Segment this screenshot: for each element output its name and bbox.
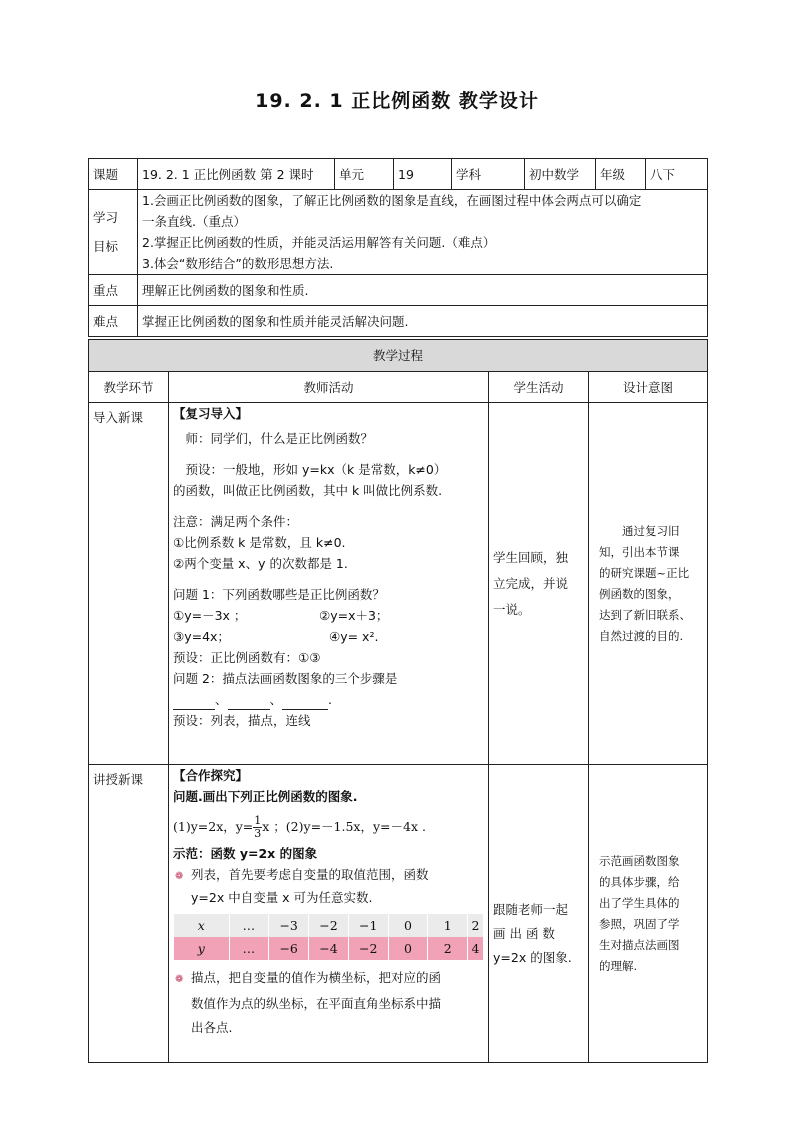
grade-label: 年级 [596,159,646,190]
table-cell: −4 [309,937,349,960]
table-cell: 0 [388,914,428,937]
header-stage: 教学环节 [89,372,169,403]
table-cell: y [174,937,230,960]
table-cell: −2 [309,914,349,937]
demo-heading: 示范：函数 y=2x 的图象 [173,846,318,861]
subject-value: 初中数学 [525,159,596,190]
student-activity-intro: 学生回顾，独 立完成，并说 一说。 [489,403,589,765]
unit-label: 单元 [335,159,394,190]
unit-value: 19 [394,159,452,190]
review-heading: 【复习导入】 [173,406,249,421]
goal-2: 2.掌握正比例函数的性质，并能灵活运用解答有关问题.（难点） [142,235,496,250]
key-value: 理解正比例函数的图象和性质. [138,275,708,306]
goals-content [138,190,708,275]
table-cell: −1 [348,914,388,937]
table-cell: 4 [468,937,484,960]
values-table [173,914,484,960]
table-cell: 2 [468,914,484,937]
goal-3: 3.体会“数形结合”的数形思想方法. [142,256,334,271]
problem-statement: 问题.画出下列正比例函数的图象. [173,789,358,804]
fraction-one-third: $\frac{1}{3}$ [254,814,262,840]
teaching-process-table [88,339,708,1063]
table-cell: 1 [428,914,468,937]
course-value: 19. 2. 1 正比例函数 第 2 课时 [138,159,335,190]
grade-value: 八下 [646,159,708,190]
goals-label: 学习 目标 [89,190,138,275]
table-cell: −2 [348,937,388,960]
table-cell: x [174,914,230,937]
explore-heading: 【合作探究】 [173,768,249,783]
header-student: 学生活动 [489,372,589,403]
values-table-x-row [174,914,484,937]
table-cell: … [229,937,269,960]
teacher-activity-lecture: 【合作探究】 问题.画出下列正比例函数的图象. (1)y=2x，y= $\frac{1}{3}$ x ；(2)y=－1.5x，y=－4x . 示范：函数 y=2x 的图象 ❁ 列表，首先要考虑自变量的取值范围，函数 y=2x 中自变量 x 可为任意实数. x … −3 −2 −1 0 1 2 y … −6 −4 −2 0 2 4 ❁ 描点，把自变量的值作为横坐标，把对应的函 数值作为点的纵坐标，在平面直角坐标系中描 出各点. [169,765,489,1063]
header-teacher: 教师活动 [169,372,489,403]
table-cell: −3 [269,914,309,937]
header-intent: 设计意图 [589,372,708,403]
student-activity-lecture: 跟随老师一起 画 出 函 数 y=2x 的图象. [489,765,589,1063]
teacher-activity-intro: 【复习导入】 师：同学们，什么是正比例函数？ 预设：一般地，形如 y=kx（k 是常数，k≠0） 的函数，叫做正比例函数，其中 k 叫做比例系数. 注意：满足两个条件： ①比例系数 k 是常数，且 k≠0. ②两个变量 x、y 的次数都是 1. 问题 1：下列函数哪些是正比例函数？ ①y=－3x ； ②y=x＋3； ③y=4x； ④y= x². 预设：正比例函数有：①③ 问题 2：描点法画函数图象的三个步骤是 、 、 . 预设：列表，描点，连线 [169,403,489,765]
flower-bullet-icon: ❁ [175,974,184,985]
table-cell: −6 [269,937,309,960]
flower-bullet-icon: ❁ [175,871,184,882]
table-cell: … [229,914,269,937]
subject-label: 学科 [452,159,525,190]
section-title: 教学过程 [89,340,708,372]
course-label: 课题 [89,159,138,190]
stage-lecture: 讲授新课 [89,765,169,1063]
difficulty-value: 掌握正比例函数的图象和性质并能灵活解决问题. [138,306,708,337]
goal-1b: 一条直线.（重点） [142,214,246,229]
difficulty-label: 难点 [89,306,138,337]
table-cell: 0 [388,937,428,960]
page-title: 19. 2. 1 正比例函数 教学设计 [255,90,539,112]
design-intent-lecture: 示范画函数图象 的具体步骤，给 出了学生具体的 参照，巩固了学 生对描点法画图 的理解. [589,765,708,1063]
lesson-info-table [88,158,708,337]
equations-line: (1)y=2x，y= $\frac{1}{3}$ x ；(2)y=－1.5x，y=－4x . [173,814,426,840]
key-label: 重点 [89,275,138,306]
values-table-y-row [174,937,484,960]
goal-1a: 1.会画正比例函数的图象，了解正比例函数的图象是直线，在画图过程中体会两点可以确定 [142,193,642,208]
design-intent-intro: 通过复习旧 知，引出本节课 的研究课题~正比 例函数的图象， 达到了新旧联系、 自然过渡的目的. [589,403,708,765]
table-cell: 2 [428,937,468,960]
stage-intro: 导入新课 [89,403,169,765]
